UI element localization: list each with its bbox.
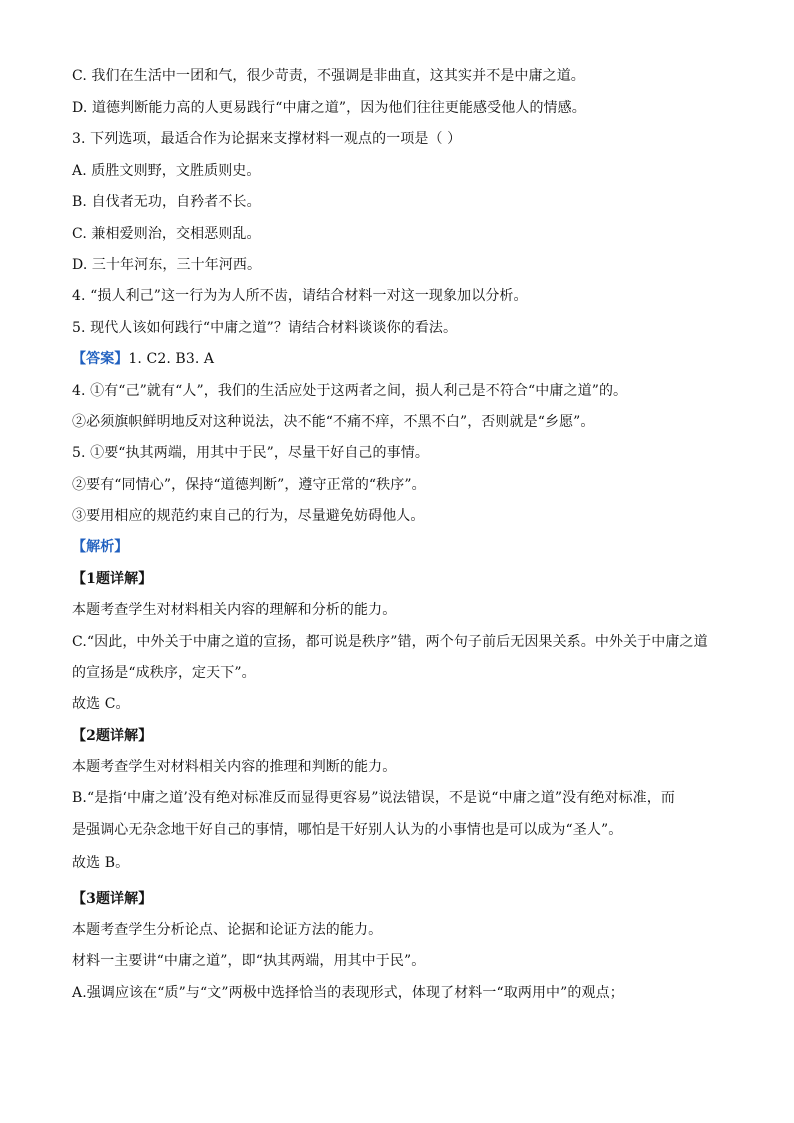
answer-line [72, 349, 214, 369]
detail-1-heading: 【1题详解】 [72, 571, 153, 587]
q3-option-a: A. 质胜文则野，文胜质则史。 [72, 163, 261, 179]
question-3: 3. 下列选项，最适合作为论据来支撑材料一观点的一项是（ ） [72, 131, 462, 147]
detail-3-option-a: A.强调应该在“质”与“文”两极中选择恰当的表现形式，体现了材料一“取两用中”的观点； [72, 985, 624, 1001]
detail-3-intro: 本题考查学生分析论点、论据和论证方法的能力。 [72, 922, 383, 938]
answer-5-point-2: ②要有“同情心”，保持“道德判断”，遵守正常的“秩序”。 [72, 477, 426, 493]
detail-2-body-2: 是强调心无杂念地干好自己的事情，哪怕是干好别人认为的小事情也是可以成为“圣人”。 [72, 822, 623, 838]
answer-choices: 1. C2. B3. A [128, 351, 215, 367]
detail-1-body-2: 的宣扬是“成秩序，定天下”。 [72, 665, 256, 681]
analysis-label: 【解析】 [72, 539, 129, 555]
answer-label: 【答案】 [72, 351, 129, 367]
detail-2-heading: 【2题详解】 [72, 728, 153, 744]
question-5: 5. 现代人该如何践行“中庸之道”？请结合材料谈谈你的看法。 [72, 320, 458, 336]
q3-option-c: C. 兼相爱则治，交相恶则乱。 [72, 226, 261, 242]
option-d-line: D. 道德判断能力高的人更易践行“中庸之道”，因为他们往往更能感受他人的情感。 [72, 100, 586, 116]
detail-2-intro: 本题考查学生对材料相关内容的推理和判断的能力。 [72, 759, 397, 775]
option-c-line: C. 我们在生活中一团和气，很少苛责，不强调是非曲直，这其实并不是中庸之道。 [72, 68, 585, 84]
answer-4-point-2: ②必须旗帜鲜明地反对这种说法，决不能“不痛不痒，不黑不白”，否则就是“乡愿”。 [72, 414, 595, 430]
detail-1-body-1: C.“因此，中外关于中庸之道的宣扬，都可说是秩序”错，两个句子前后无因果关系。中外关于中庸之道 [72, 634, 708, 650]
detail-3-heading: 【3题详解】 [72, 891, 153, 907]
q3-option-d: D. 三十年河东，三十年河西。 [72, 257, 262, 273]
question-4: 4. “损人利己”这一行为为人所不齿，请结合材料一对这一现象加以分析。 [72, 288, 528, 304]
detail-1-intro: 本题考查学生对材料相关内容的理解和分析的能力。 [72, 602, 397, 618]
detail-2-body-1: B.“是指‘中庸之道’没有绝对标准反而显得更容易”说法错误，不是说“中庸之道”没有绝对标准，而 [72, 790, 675, 806]
detail-3-body-1: 材料一主要讲“中庸之道”，即“执其两端，用其中于民”。 [72, 953, 426, 969]
answer-5-point-1: 5. ①要“执其两端，用其中于民”，尽量干好自己的事情。 [72, 445, 429, 461]
detail-2-conclusion: 故选 B。 [72, 855, 130, 871]
q3-option-b: B. 自伐者无功，自矜者不长。 [72, 194, 261, 210]
answer-5-point-3: ③要用相应的规范约束自己的行为，尽量避免妨碍他人。 [72, 508, 425, 524]
answer-4-point-1: 4. ①有“己”就有“人”，我们的生活应处于这两者之间，损人利己是不符合“中庸之道”的。 [72, 383, 628, 399]
detail-1-conclusion: 故选 C。 [72, 696, 130, 712]
